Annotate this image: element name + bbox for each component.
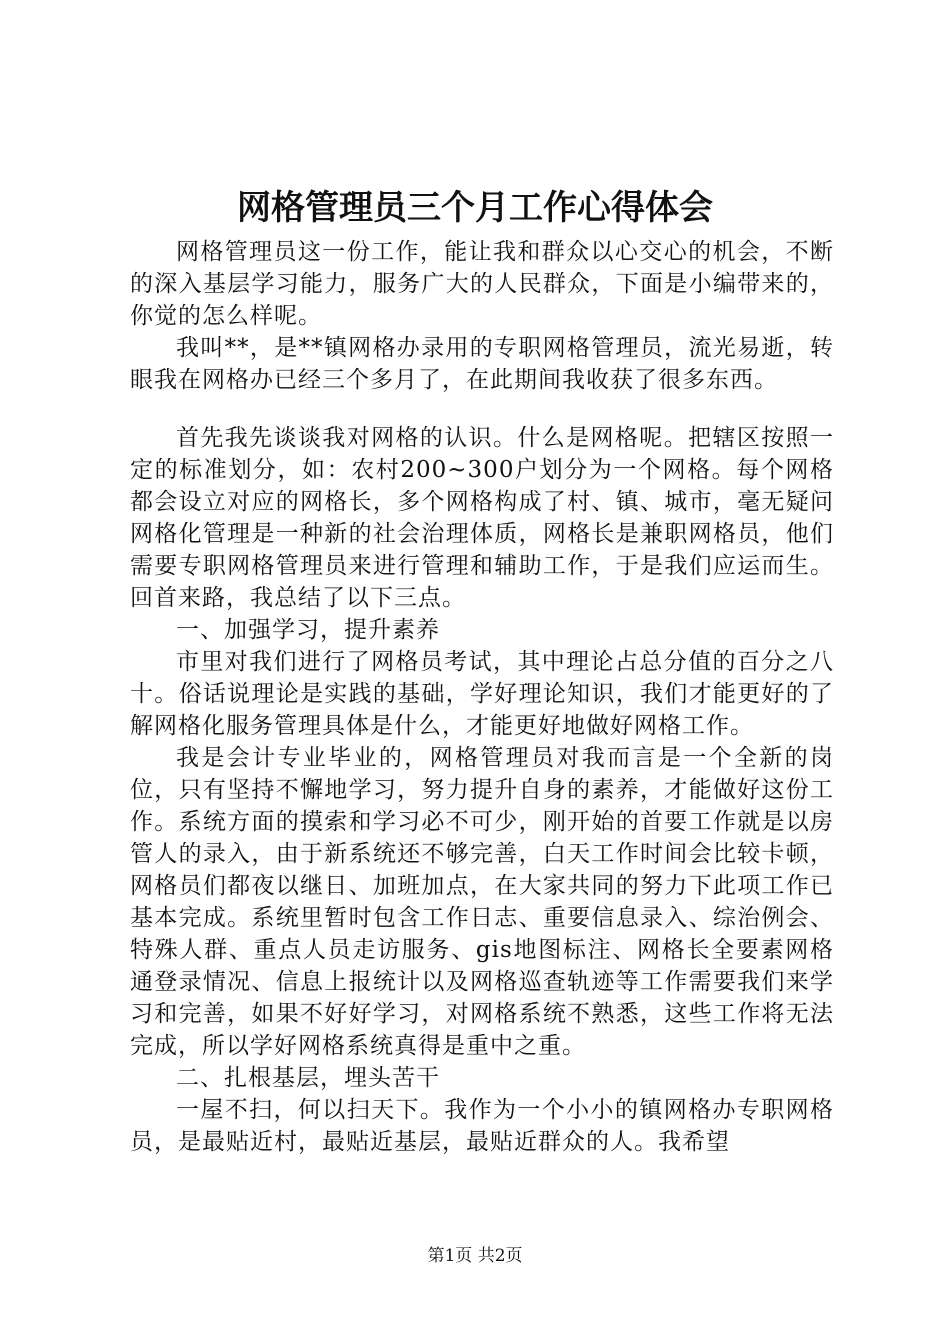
section-heading-1: 一、加强学习，提升素养 (176, 617, 440, 643)
paragraph-learning-system: 我是会计专业毕业的，网格管理员对我而言是一个全新的岗位，只有坚持不懈地学习，努力提升自身的素养，才能做好这份工作。系统方面的摸索和学习必不可少，刚开始的首要工作就是以房管人的录入，由于新系统还不够完善，白天工作时间会比较卡顿，网格员们都夜以继日、加班加点，在大家共同的努力下此项工作已基本完成。系统里暂时包含工作日志、重要信息录入、综治例会、特殊人群、重点人员走访服务、gis地图标注、网格长全要素网格通登录情况、信息上报统计以及网格巡查轨迹等工作需要我们来学习和完善，如果不好好学习，对网格系统不熟悉，这些工作将无法完成，所以学好网格系统真得是重中之重。 (130, 745, 834, 1059)
paragraph-intro: 网格管理员这一份工作，能让我和群众以心交心的机会，不断的深入基层学习能力，服务广大的人民群众，下面是小编带来的，你觉的怎么样呢。 (130, 239, 834, 329)
paragraph-grid-understanding: 首先我先谈谈我对网格的认识。什么是网格呢。把辖区按照一定的标准划分，如：农村200~300户划分为一个网格。每个网格都会设立对应的网格长，多个网格构成了村、镇、城市，毫无疑问网格化管理是一种新的社会治理体质，网格长是兼职网格员，他们需要专职网格管理员来进行管理和辅助工作，于是我们应运而生。回首来路，我总结了以下三点。 (130, 425, 834, 611)
paragraph-exam: 市里对我们进行了网格员考试，其中理论占总分值的百分之八十。俗话说理论是实践的基础，学好理论知识，我们才能更好的了解网格化服务管理具体是什么，才能更好地做好网格工作。 (130, 649, 834, 739)
section-heading-2: 二、扎根基层，埋头苦干 (176, 1065, 440, 1091)
page-footer: 第1页 共2页 (427, 1246, 523, 1266)
document-body (130, 236, 834, 1158)
paragraph-self-introduction: 我叫**，是**镇网格办录用的专职网格管理员，流光易逝，转眼我在网格办已经三个多月了，在此期间我收获了很多东西。 (130, 335, 834, 393)
document-title: 网格管理员三个月工作心得体会 (237, 188, 713, 228)
paragraph-grassroots: 一屋不扫，何以扫天下。我作为一个小小的镇网格办专职网格员，是最贴近村，最贴近基层，最贴近群众的人。我希望 (130, 1097, 834, 1155)
